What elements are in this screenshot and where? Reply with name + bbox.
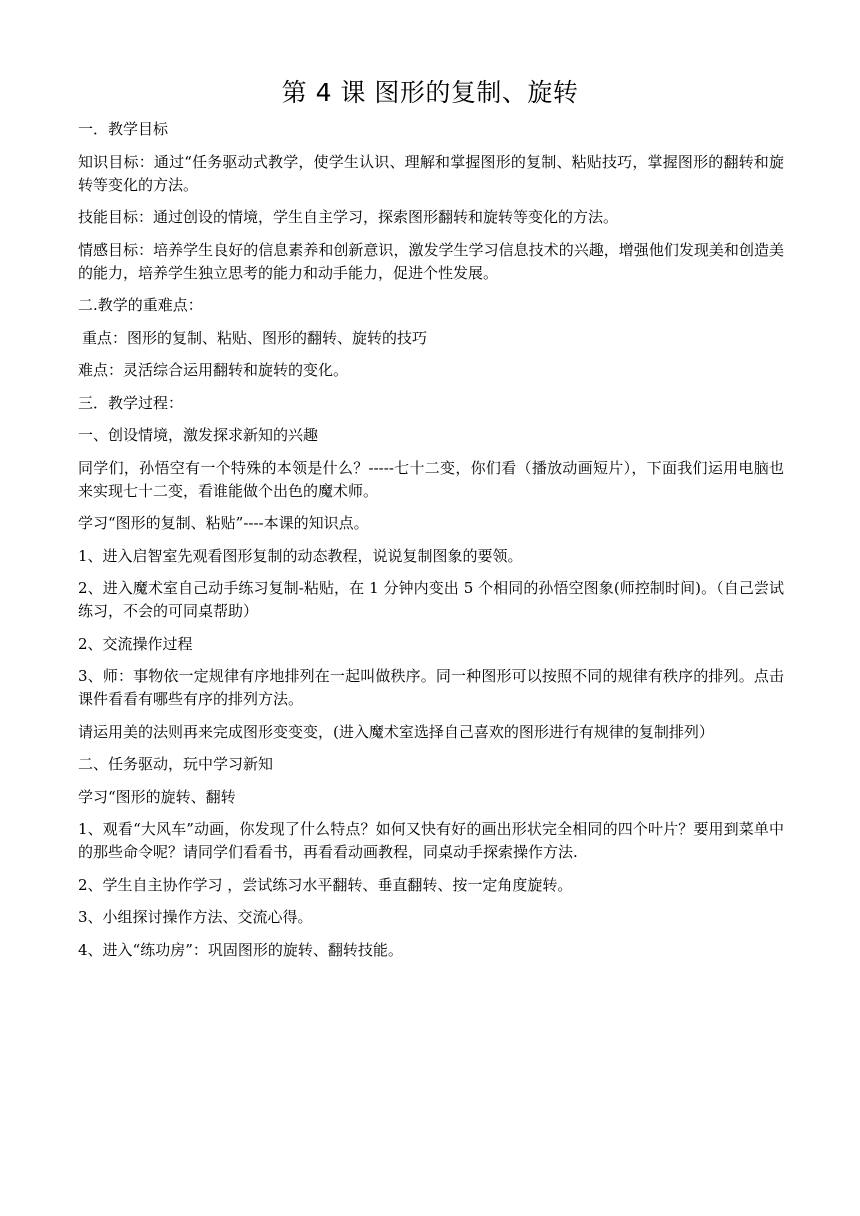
list-item: 1、进入启智室先观看图形复制的动态教程，说说复制图象的要领。 <box>78 546 523 565</box>
paragraph-emotion-goal: 情感目标：培养学生良好的信息素养和创新意识，激发学生学习信息技术的兴趣，增强他们发现美和创造美的能力，培养学生独立思考的能力和动手能力，促进个性发展。 <box>78 240 784 282</box>
list-item: 1、观看“大风车”动画，你发现了什么特点？如何又快有好的画出形状完全相同的四个叶片？要用到菜单中的那些命令呢？请同学们看看书，再看看动画教程，同桌动手探索操作方法. <box>78 820 784 861</box>
list-item: 2、学生自主协作学习 ，尝试练习水平翻转、垂直翻转、按一定角度旋转。 <box>78 875 573 894</box>
paragraph-beauty-rules: 请运用美的法则再来完成图形变变变，(进入魔术室选择自己喜欢的图形进行有规律的复制排列） <box>78 722 714 741</box>
list-item: 3、师：事物依一定规律有序地排列在一起叫做秩序。同一种图形可以按照不同的规律有秩序的排列。点击课件看看有哪些有序的排列方法。 <box>78 667 784 708</box>
list-item: 3、小组探讨操作方法、交流心得。 <box>78 908 313 926</box>
subheading-situation: 一、创设情境，激发探求新知的兴趣 <box>78 426 319 444</box>
list-item: 2、交流操作过程 <box>78 634 193 653</box>
section-heading-key-points: 二.教学的重难点： <box>78 296 203 314</box>
document-title: 第 4 课 图形的复制、旋转 <box>281 78 579 107</box>
paragraph-learn-copy: 学习“图形的复制、粘贴”----本课的知识点。 <box>78 514 369 532</box>
section-heading-process: 三．教学过程： <box>78 393 184 412</box>
paragraph-difficult-point: 难点：灵活综合运用翻转和旋转的变化。 <box>78 361 349 379</box>
list-item: 2、进入魔术室自己动手练习复制-粘贴，在 1 分钟内变出 5 个相同的孙悟空图象(师控制时间)。（自己尝试练习，不会的可同桌帮助） <box>78 579 784 620</box>
document-body <box>78 118 784 971</box>
subheading-task-driven: 二、任务驱动，玩中学习新知 <box>78 755 274 773</box>
section-heading-objectives: 一．教学目标 <box>78 120 169 138</box>
paragraph-learn-rotate: 学习“图形的旋转、翻转 <box>78 787 236 806</box>
paragraph-skill-goal: 技能目标：通过创设的情境，学生自主学习，探索图形翻转和旋转等变化的方法。 <box>78 208 619 226</box>
paragraph-knowledge-goal: 知识目标：通过“任务驱动式教学，使学生认识、理解和掌握图形的复制、粘贴技巧，掌握图形的翻转和旋转等变化的方法。 <box>78 152 784 194</box>
paragraph-intro: 同学们，孙悟空有一个特殊的本领是什么？-----七十二变，你们看（播放动画短片），下面我们运用电脑也来实现七十二变，看谁能做个出色的魔术师。 <box>78 458 784 500</box>
paragraph-key-point: 重点：图形的复制、粘贴、图形的翻转、旋转的技巧 <box>82 328 428 347</box>
list-item: 4、进入“练功房”：巩固图形的旋转、翻转技能。 <box>78 940 403 959</box>
